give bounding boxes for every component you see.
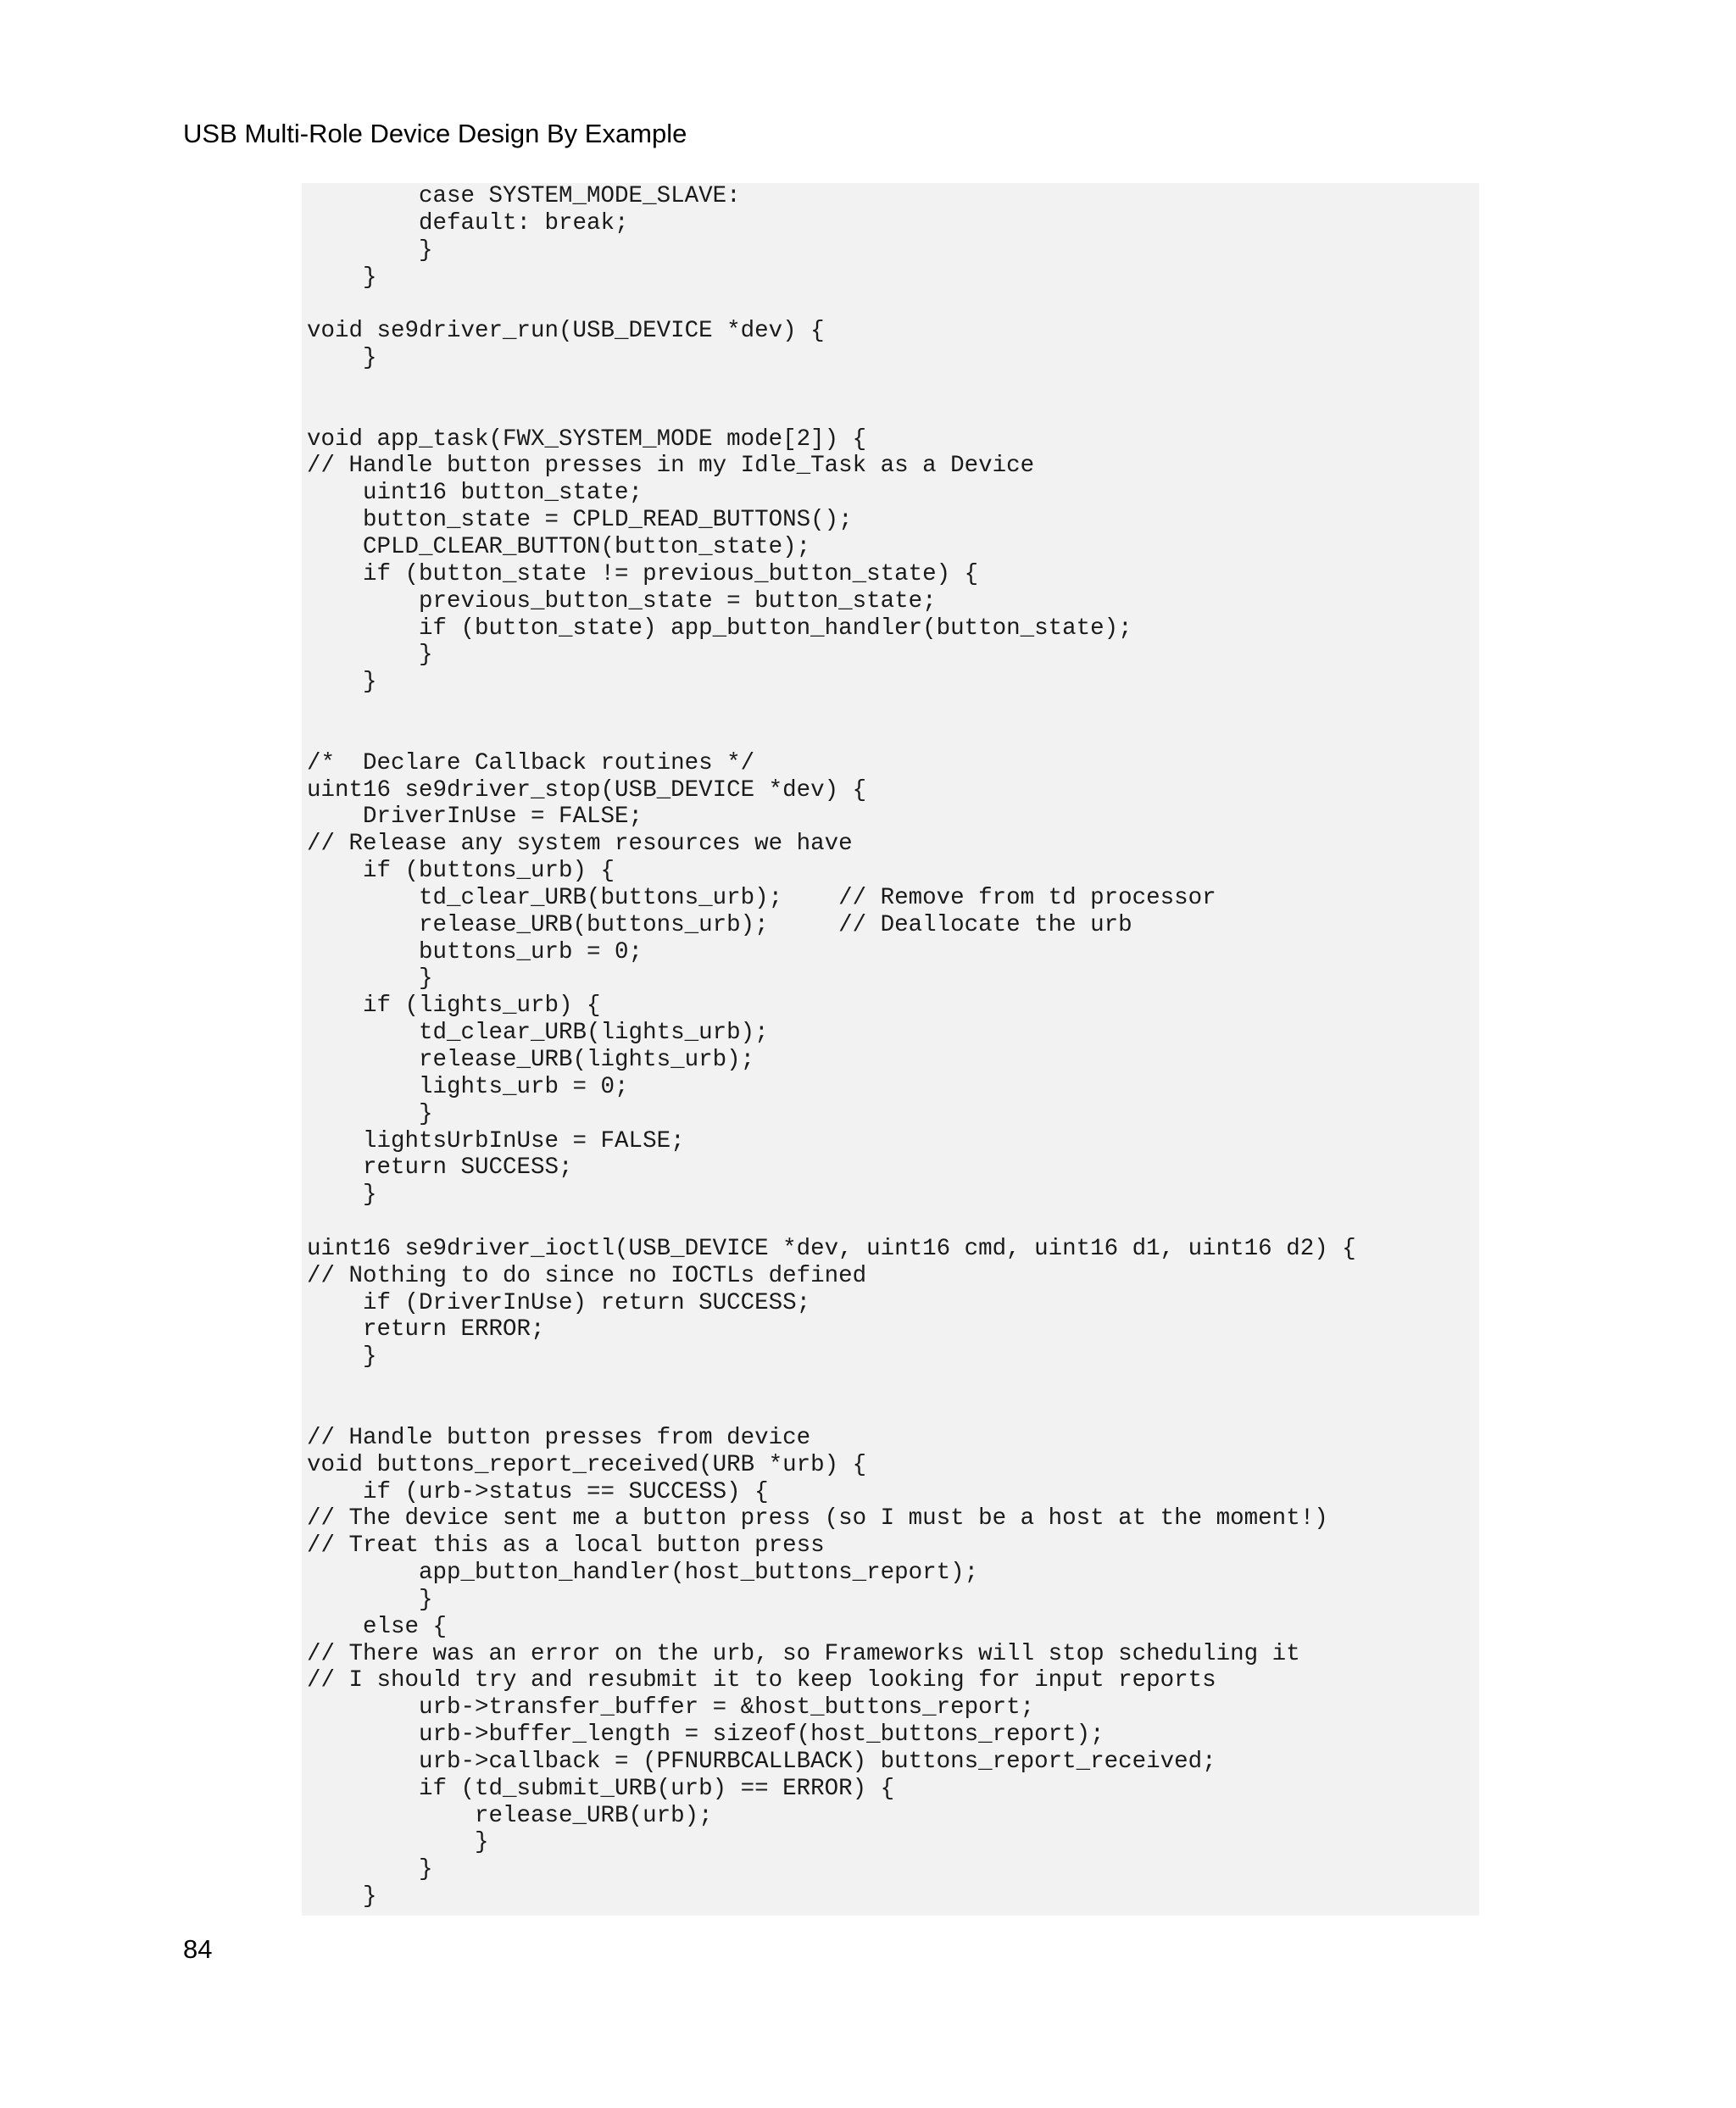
code-line: void se9driver_run(USB_DEVICE *dev) { [307,318,825,345]
code-line: return ERROR; [307,1316,545,1343]
code-line: } [307,642,433,669]
code-line: td_clear_URB(buttons_urb); // Remove from td processor [307,884,1216,911]
code-line: CPLD_CLEAR_BUTTON(button_state); [307,533,811,560]
code-line: uint16 button_state; [307,480,643,507]
code-lines [307,183,1356,1911]
code-line [307,1209,1356,1236]
code-line [307,723,1356,750]
code-line: // There was an error on the urb, so Frameworks will stop scheduling it [307,1640,1300,1667]
code-line: release_URB(urb); [307,1802,713,1829]
code-line: // Nothing to do since no IOCTLs defined [307,1262,867,1289]
running-header: USB Multi-Role Device Design By Example [183,119,687,148]
code-line [307,1398,1356,1425]
code-line: urb->buffer_length = sizeof(host_buttons_report); [307,1721,1104,1749]
code-line: buttons_urb = 0; [307,938,643,965]
code-line: // The device sent me a button press (so I must be a host at the moment!) [307,1505,1328,1532]
code-line: button_state = CPLD_READ_BUTTONS(); [307,507,853,534]
code-line: release_URB(lights_urb); [307,1047,755,1073]
code-listing [302,183,1479,1916]
code-line: case SYSTEM_MODE_SLAVE: [307,183,741,209]
code-line: /* Declare Callback routines */ [307,749,755,776]
code-line [307,372,1356,399]
code-line [307,696,1356,723]
code-line: void app_task(FWX_SYSTEM_MODE mode[2]) { [307,425,867,453]
code-line: } [307,1586,433,1613]
code-line: } [307,669,377,696]
code-line: if (td_submit_URB(urb) == ERROR) { [307,1775,895,1802]
code-line: } [307,345,377,372]
code-line: if (lights_urb) { [307,993,601,1020]
code-line: } [307,1856,433,1883]
code-line: } [307,1343,377,1371]
code-line: uint16 se9driver_ioctl(USB_DEVICE *dev, uint16 cmd, uint16 d1, uint16 d2) { [307,1235,1356,1262]
code-line: return SUCCESS; [307,1154,573,1182]
page-number: 84 [183,1934,213,1964]
code-line: if (button_state != previous_button_state) { [307,560,979,587]
code-line: // Release any system resources we have [307,831,853,858]
code-line: if (button_state) app_button_handler(button_state); [307,615,1132,642]
code-line: } [307,965,433,993]
code-line: urb->transfer_buffer = &host_buttons_report; [307,1694,1035,1721]
code-line [307,291,1356,318]
code-line: } [307,264,377,291]
code-line: if (buttons_urb) { [307,858,615,885]
code-line: td_clear_URB(lights_urb); [307,1020,769,1047]
code-line: lightsUrbInUse = FALSE; [307,1127,685,1154]
code-line: lights_urb = 0; [307,1073,629,1100]
code-line: } [307,236,433,264]
code-line: } [307,1829,489,1856]
code-line: uint16 se9driver_stop(USB_DEVICE *dev) { [307,776,867,804]
code-line: else { [307,1613,448,1640]
code-line: // Treat this as a local button press [307,1532,825,1560]
code-line: } [307,1883,377,1911]
code-line: if (urb->status == SUCCESS) { [307,1478,769,1505]
code-line: release_URB(buttons_urb); // Deallocate the urb [307,911,1132,938]
code-line: default: break; [307,209,629,236]
code-line: // Handle button presses in my Idle_Task as a Device [307,453,1035,480]
code-line: urb->callback = (PFNURBCALLBACK) buttons_report_received; [307,1748,1216,1775]
code-line: DriverInUse = FALSE; [307,804,643,831]
code-line: // I should try and resubmit it to keep looking for input reports [307,1667,1216,1694]
code-line: void buttons_report_received(URB *urb) { [307,1451,867,1478]
code-line [307,399,1356,426]
code-line: if (DriverInUse) return SUCCESS; [307,1289,811,1316]
code-line: app_button_handler(host_buttons_report); [307,1560,979,1587]
code-line [307,1371,1356,1398]
code-line: } [307,1100,433,1127]
code-line: } [307,1182,377,1209]
code-line: // Handle button presses from device [307,1424,811,1451]
code-line: previous_button_state = button_state; [307,587,937,615]
